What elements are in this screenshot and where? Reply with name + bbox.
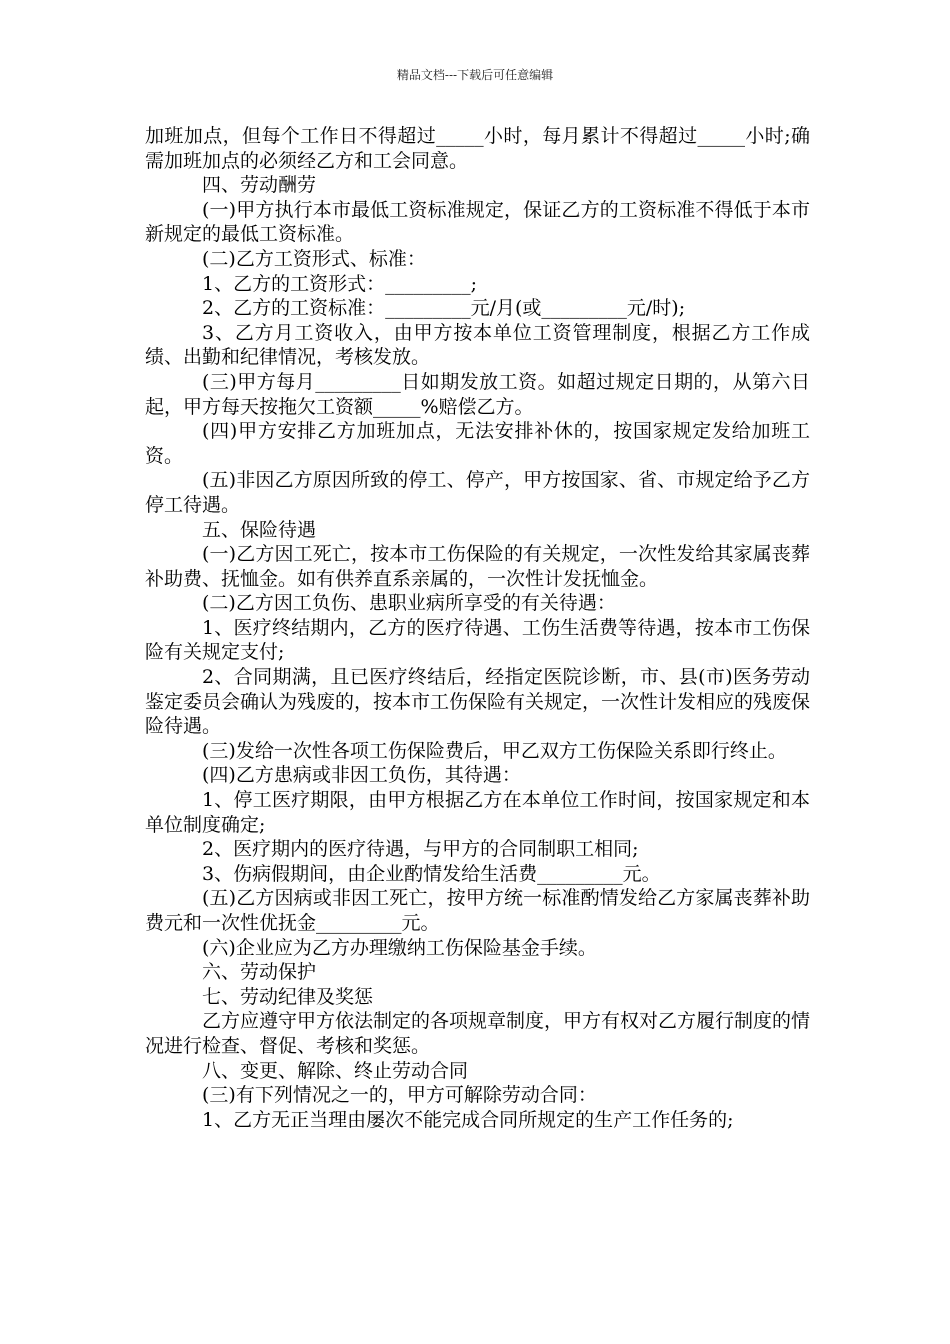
- paragraph: (三)发给一次性各项工伤保险费后，甲乙双方工伤保险关系即行终止。: [202, 739, 787, 762]
- paragraph: (四)乙方患病或非因工负伤，其待遇：: [202, 764, 521, 787]
- paragraph: (一)甲方执行本市最低工资标准规定，保证乙方的工资标准不得低于本市新规定的最低工资标准。: [145, 198, 810, 246]
- paragraph: 五、保险待遇: [202, 518, 317, 541]
- paragraph: 3、乙方月工资收入，由甲方按本单位工资管理制度，根据乙方工作成绩、出勤和纪律情况，考核发放。: [145, 321, 810, 369]
- paragraph: (三)有下列情况之一的，甲方可解除劳动合同：: [202, 1084, 597, 1107]
- paragraph: 2、合同期满，且已医疗终结后，经指定医院诊断，市、县(市)医务劳动鉴定委员会确认为残废的，按本市工伤保险有关规定，一次性计发相应的残废保险待遇。: [145, 666, 811, 738]
- paragraph: 1、乙方无正当理由屡次不能完成合同所规定的生产工作任务的;: [202, 1108, 734, 1131]
- paragraph: 加班加点，但每个工作日不得超过_____小时，每月累计不得超过_____小时;确需加班加点的必须经乙方和工会同意。: [145, 125, 810, 172]
- paragraph: 四、劳动酬劳: [202, 174, 317, 197]
- document-body: [145, 124, 810, 1132]
- paragraph: 2、乙方的工资标准：_________元/月(或_________元/时);: [202, 297, 686, 320]
- paragraph: (二)乙方工资形式、标准：: [202, 247, 426, 270]
- paragraph: (六)企业应为乙方办理缴纳工伤保险基金手续。: [202, 936, 597, 959]
- paragraph: (三)甲方每月_________日如期发放工资。如超过规定日期的，从第六日起，甲方每天按拖欠工资额_____%赔偿乙方。: [145, 370, 810, 418]
- paragraph: 六、劳动保护: [202, 961, 317, 984]
- paragraph: 2、医疗期内的医疗待遇，与甲方的合同制职工相同;: [202, 838, 639, 861]
- paragraph: 乙方应遵守甲方依法制定的各项规章制度，甲方有权对乙方履行制度的情况进行检查、督促、考核和奖惩。: [145, 1010, 811, 1057]
- paragraph: (一)乙方因工死亡，按本市工伤保险的有关规定，一次性发给其家属丧葬补助费、抚恤金。如有供养直系亲属的，一次性计发抚恤金。: [145, 543, 810, 590]
- paragraph: 3、伤病假期间，由企业酌情发给生活费_________元。: [202, 862, 661, 885]
- paragraph: 1、乙方的工资形式：_________;: [202, 272, 477, 295]
- page-header: 精品文档---下载后可任意编辑: [396, 68, 554, 82]
- paragraph: (五)非因乙方原因所致的停工、停产，甲方按国家、省、市规定给予乙方停工待遇。: [145, 469, 810, 516]
- paragraph: 1、医疗终结期内，乙方的医疗待遇、工伤生活费等待遇，按本市工伤保险有关规定支付;: [145, 616, 810, 664]
- paragraph: (二)乙方因工负伤、患职业病所享受的有关待遇：: [202, 592, 616, 615]
- paragraph: (五)乙方因病或非因工死亡，按甲方统一标准酌情发给乙方家属丧葬补助费元和一次性优抚金_________元。: [145, 887, 810, 934]
- paragraph: 1、停工医疗期限，由甲方根据乙方在本单位工作时间，按国家规定和本单位制度确定;: [145, 789, 810, 836]
- paragraph: (四)甲方安排乙方加班加点，无法安排补休的，按国家规定发给加班工资。: [145, 420, 810, 467]
- paragraph: 八、变更、解除、终止劳动合同: [202, 1059, 469, 1082]
- paragraph: 七、劳动纪律及奖惩: [202, 985, 374, 1008]
